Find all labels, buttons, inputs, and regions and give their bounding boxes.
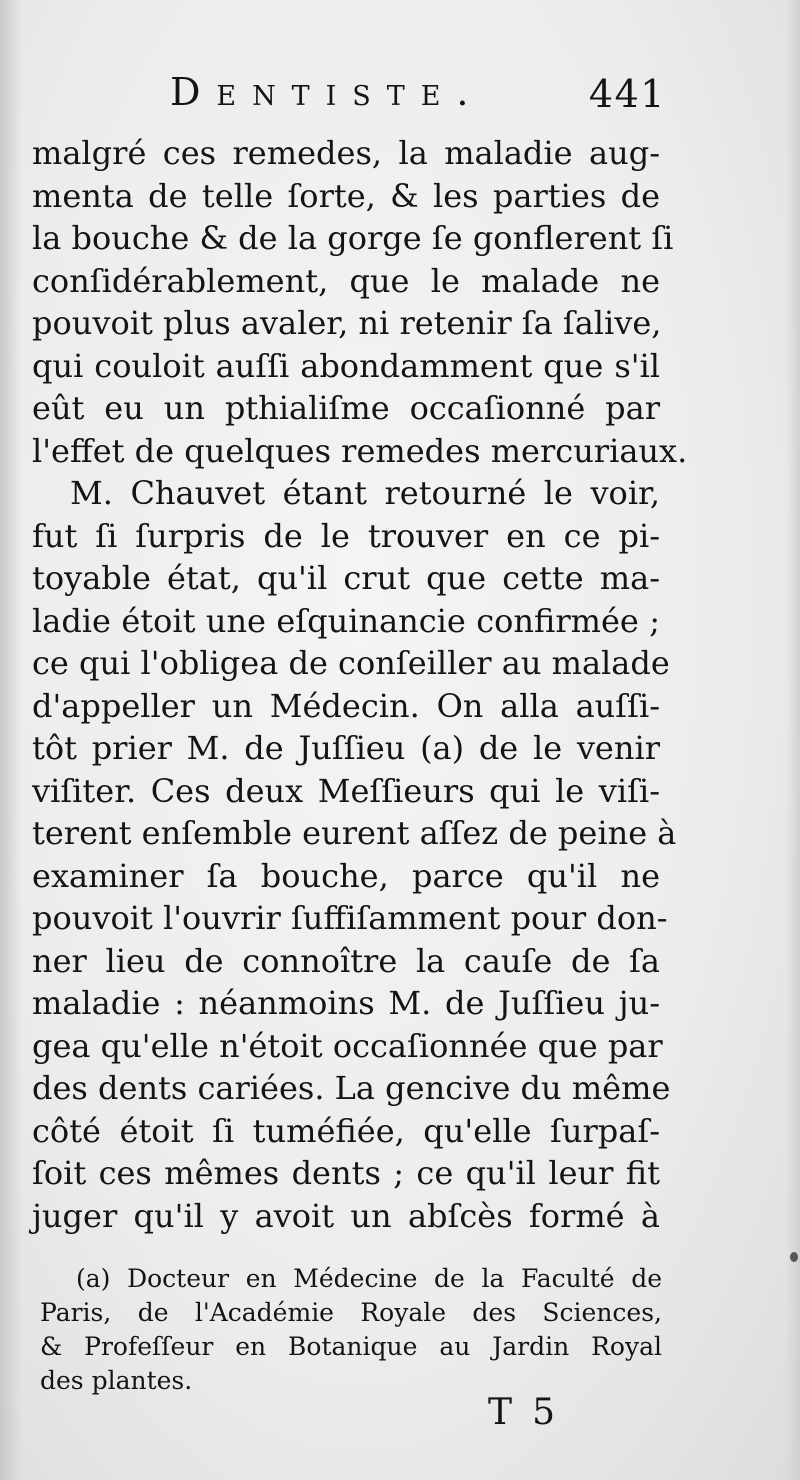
text-line: eût eu un pthialiſme occaſionné par	[32, 389, 660, 427]
text-line: toyable état, qu'il crut que cette ma-	[32, 559, 660, 597]
footnote-line: & Profeſſeur en Botanique au Jardin Royal	[40, 1332, 662, 1361]
footnote-line: des plantes.	[40, 1366, 193, 1395]
text-line: M. Chauvet étant retourné le voir,	[70, 474, 660, 512]
text-line: qui couloit auſſi abondamment que s'il	[32, 346, 660, 385]
text-line: gea qu'elle n'étoit occaſionnée que par	[32, 1026, 663, 1065]
body-text	[32, 132, 688, 1237]
text-line: menta de telle ſorte, & les parties de	[32, 176, 660, 215]
text-line: examiner ſa bouche, parce qu'il ne	[32, 856, 660, 895]
text-line: terent enſemble eurent aſſez de peine à	[32, 814, 677, 852]
running-head-title: Dentiste.	[170, 70, 485, 114]
text-line: ner lieu de connoître la cauſe de ſa	[32, 941, 660, 980]
text-line: juger qu'il y avoit un abſcès formé à	[32, 1196, 660, 1235]
text-line: viſiter. Ces deux Meſſieurs qui le viſi-	[32, 771, 660, 810]
page-number: 441	[588, 72, 666, 116]
footnote-line: Paris, de l'Académie Royale des Sciences,	[40, 1298, 662, 1327]
text-line: des dents cariées. La gencive du même	[32, 1069, 671, 1107]
text-line: la bouche & de la gorge ſe gonflerent ſi	[32, 219, 674, 257]
running-head	[170, 70, 670, 130]
text-line: ladie étoit une eſquinancie confirmée ;	[32, 601, 660, 640]
footnote	[40, 1262, 662, 1398]
signature-mark: T 5	[488, 1392, 560, 1433]
text-line: maladie : néanmoins M. de Juſſieu ju-	[32, 984, 660, 1022]
text-line: ſoit ces mêmes dents ; ce qu'il leur fit	[32, 1154, 660, 1192]
text-line: ce qui l'obligea de conſeiller au malade	[32, 644, 670, 682]
text-line: côté étoit ſi tuméfiée, qu'elle ſurpaſ-	[32, 1111, 660, 1150]
text-line: pouvoit l'ouvrir ſuffiſamment pour don-	[32, 899, 668, 937]
text-line: malgré ces remedes, la maladie aug-	[32, 134, 660, 172]
ink-speck	[790, 1252, 798, 1262]
text-line: d'appeller un Médecin. On alla auſſi-	[32, 686, 660, 725]
footnote-line: (a) Docteur en Médecine de la Faculté de	[76, 1264, 662, 1293]
text-line: l'effet de quelques remedes mercuriaux.	[32, 431, 688, 470]
gutter-shadow	[0, 0, 22, 1480]
text-line: tôt prier M. de Juſſieu (a) de le venir	[32, 729, 660, 767]
text-line: fut ſi ſurpris de le trouver en ce pi-	[32, 516, 660, 555]
text-line: conſidérablement, que le malade ne	[32, 261, 660, 300]
text-line: pouvoit plus avaler, ni retenir ſa ſalive,	[32, 304, 662, 342]
